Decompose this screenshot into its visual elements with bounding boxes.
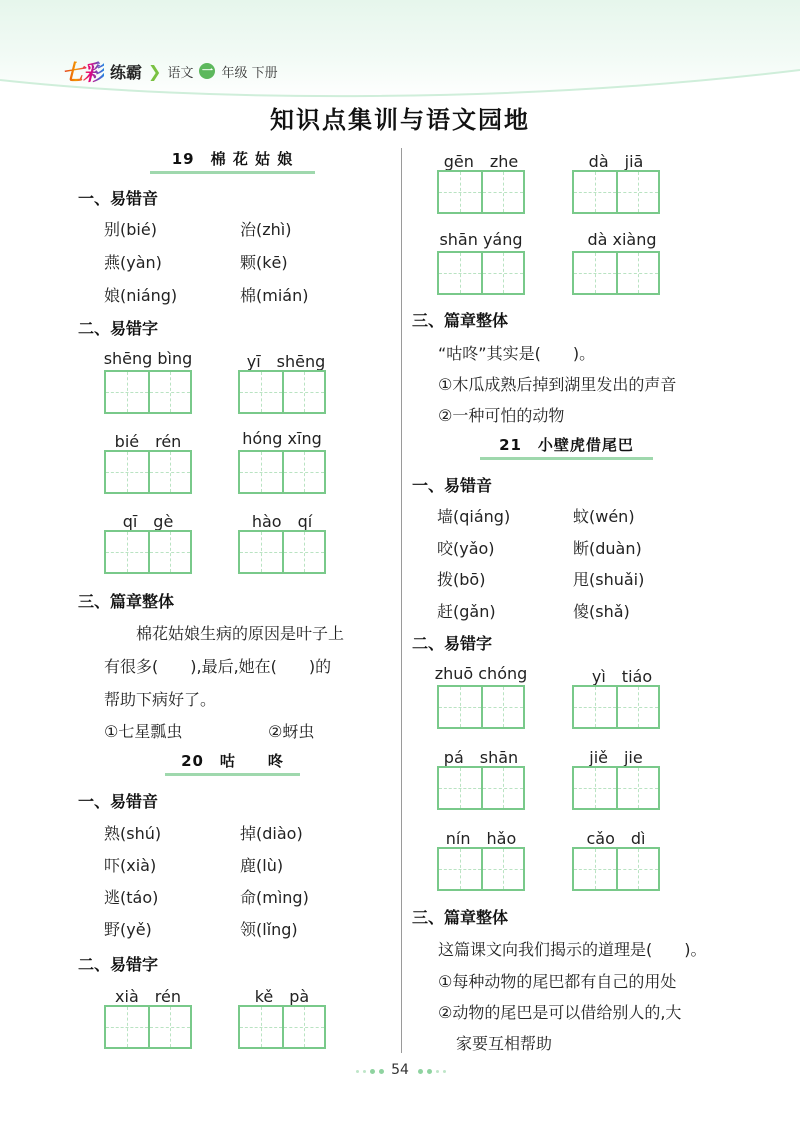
l21-pinyin-item: 咬(yǎo) [437, 539, 495, 558]
writing-grid[interactable] [104, 450, 192, 494]
brand-name: 练霸 [110, 62, 143, 82]
l20-pinyin-item: 掉(diào) [240, 824, 303, 843]
l20-option: ②一种可怕的动物 [438, 406, 565, 425]
l21-section-passage: 三、篇章整体 [412, 908, 509, 927]
l20-section-pronunciation: 一、易错音 [78, 792, 159, 811]
l21-pinyin-item: 蚊(wén) [573, 507, 635, 526]
l20-word-pinyin: xià rén [115, 987, 181, 1006]
l20-pinyin-item: 吓(xià) [104, 856, 157, 875]
l19-pinyin-item: 燕(yàn) [104, 253, 162, 272]
writing-grid[interactable] [572, 766, 660, 810]
lesson-19-title-text: 19 棉 花 姑 娘 [171, 150, 294, 168]
title-underline [150, 171, 315, 174]
l21-section-characters: 二、易错字 [412, 634, 493, 653]
writing-grid[interactable] [437, 685, 525, 729]
title-underline [480, 457, 653, 460]
writing-grid[interactable] [238, 450, 326, 494]
brand-header [62, 56, 278, 86]
l19-pinyin-item: 治(zhì) [240, 220, 292, 239]
l19-word-pinyin: hóng xīng [242, 429, 322, 448]
l19-passage-line: 有很多( ),最后,她在( )的 [104, 657, 332, 676]
writing-grid[interactable] [572, 685, 660, 729]
l20-pinyin-item: 命(mìng) [240, 888, 309, 907]
l19-pinyin-item: 颗(kē) [240, 253, 288, 272]
page-number: 54 [391, 1062, 409, 1078]
writing-grid[interactable] [572, 251, 660, 295]
writing-grid[interactable] [104, 370, 192, 414]
writing-grid[interactable] [572, 847, 660, 891]
l21-question: 这篇课文向我们揭示的道理是( )。 [438, 940, 707, 959]
column-divider [401, 148, 402, 1053]
title-underline [165, 773, 300, 776]
l19-section-pronunciation: 一、易错音 [78, 189, 159, 208]
l20-word-pinyin: dà jiā [588, 152, 644, 171]
l19-word-pinyin: yī shēng [246, 352, 326, 371]
l19-word-pinyin: bié rén [114, 432, 182, 451]
l19-section-passage: 三、篇章整体 [78, 592, 175, 611]
l21-word-pinyin: nín hǎo [445, 829, 517, 848]
lesson-20-title-text: 20 咕 咚 [181, 752, 284, 770]
l20-pinyin-item: 熟(shú) [104, 824, 162, 843]
l20-pinyin-item: 野(yě) [104, 920, 152, 939]
writing-grid[interactable] [238, 530, 326, 574]
writing-grid[interactable] [437, 847, 525, 891]
l19-option: ①七星瓢虫 [104, 722, 183, 741]
l21-pinyin-item: 墙(qiáng) [437, 507, 511, 526]
lesson-21-title [480, 434, 653, 460]
l21-option: ②动物的尾巴是可以借给别人的,大 [438, 1003, 682, 1022]
l21-word-pinyin: yì tiáo [591, 667, 653, 686]
writing-grid[interactable] [437, 251, 525, 295]
l19-option: ②蚜虫 [268, 722, 315, 741]
l21-pinyin-item: 甩(shuǎi) [573, 570, 645, 589]
l20-section-characters: 二、易错字 [78, 955, 159, 974]
l21-pinyin-item: 傻(shǎ) [573, 602, 630, 621]
writing-grid[interactable] [572, 170, 660, 214]
writing-grid[interactable] [238, 1005, 326, 1049]
page-title: 知识点集训与语文园地 [270, 105, 530, 134]
l20-word-pinyin: gēn zhe [443, 152, 519, 171]
l21-section-pronunciation: 一、易错音 [412, 476, 493, 495]
l20-word-pinyin: dà xiàng [587, 230, 657, 249]
l21-pinyin-item: 断(duàn) [573, 539, 642, 558]
chevron-right-icon: ❯ [148, 61, 162, 81]
l19-pinyin-item: 别(bié) [104, 220, 157, 239]
footer-dots-right [418, 1067, 446, 1075]
writing-grid[interactable] [238, 370, 326, 414]
l19-word-pinyin: shēng bìng [103, 349, 193, 368]
brand-logo: 七彩 [62, 56, 104, 87]
l20-word-pinyin: shān yáng [439, 230, 523, 249]
l21-pinyin-item: 拨(bō) [437, 570, 486, 589]
writing-grid[interactable] [104, 530, 192, 574]
writing-grid[interactable] [437, 170, 525, 214]
lesson-20-title [165, 750, 300, 776]
l21-option: ①每种动物的尾巴都有自己的用处 [438, 972, 677, 991]
l21-pinyin-item: 赶(gǎn) [437, 602, 496, 621]
l19-section-characters: 二、易错字 [78, 319, 159, 338]
subject-label: 语文 [167, 65, 194, 81]
l21-word-pinyin: zhuō chóng [434, 664, 528, 683]
writing-grid[interactable] [437, 766, 525, 810]
lesson-21-title-text: 21 小壁虎借尾巴 [499, 436, 634, 454]
l19-passage-line: 帮助下病好了。 [104, 690, 217, 709]
l20-pinyin-item: 领(lǐng) [240, 920, 298, 939]
lesson-19-title [150, 148, 315, 174]
l19-pinyin-item: 娘(niáng) [104, 286, 178, 305]
writing-grid[interactable] [104, 1005, 192, 1049]
l21-word-pinyin: jiě jie [589, 748, 643, 767]
grade-badge: 一 [199, 63, 215, 79]
l19-pinyin-item: 棉(mián) [240, 286, 309, 305]
l19-word-pinyin: hào qí [251, 512, 313, 531]
l19-passage-line: 棉花姑娘生病的原因是叶子上 [104, 624, 345, 643]
l20-pinyin-item: 逃(táo) [104, 888, 159, 907]
grade-label: 年级 下册 [221, 65, 278, 81]
l21-word-pinyin: cǎo dì [586, 829, 646, 848]
l19-word-pinyin: qī gè [122, 512, 174, 531]
l20-section-passage: 三、篇章整体 [412, 311, 509, 330]
l20-question: “咕咚”其实是( )。 [438, 344, 596, 363]
l20-option: ①木瓜成熟后掉到湖里发出的声音 [438, 375, 677, 394]
l20-word-pinyin: kě pà [254, 987, 310, 1006]
l21-word-pinyin: pá shān [443, 748, 519, 767]
l20-pinyin-item: 鹿(lù) [240, 856, 284, 875]
l21-option-continued: 家要互相帮助 [456, 1034, 553, 1053]
